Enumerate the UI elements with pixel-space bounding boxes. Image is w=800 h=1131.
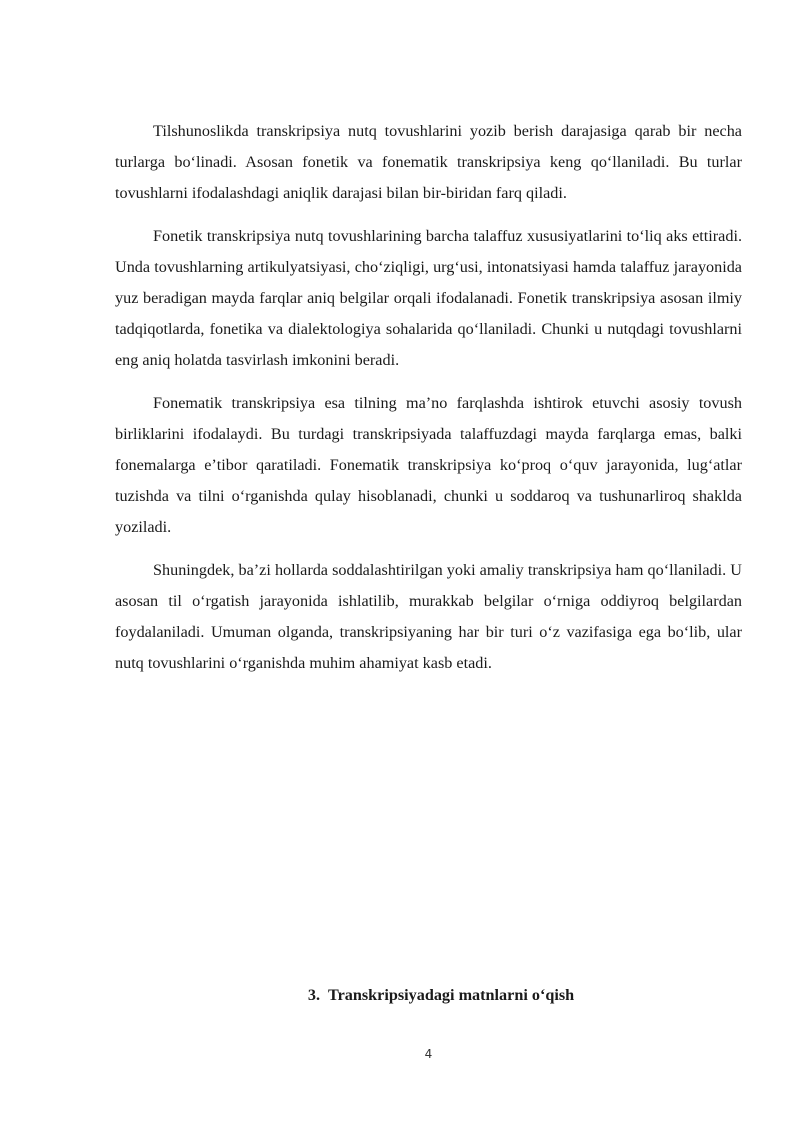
page-number: 4	[424, 1047, 433, 1061]
paragraph-2: Fonetik transkripsiya nutq tovushlarining barcha talaffuz xususiyatlarini toʻliq aks ettiradi. Unda tovushlarning artikulyatsiyasi, choʻziqligi, urgʻusi, intonatsiyasi hamda talaffuz jarayonida yuz beradigan mayda farqlar aniq belgilar orqali ifodalanadi. Fonetik transkripsiya asosan ilmiy tadqiqotlarda, fonetika va dialektologiya sohalarida qoʻllaniladi. Chunki u nutqdagi tovushlarni eng aniq holatda tasvirlash imkonini beradi.	[115, 226, 742, 370]
section-heading	[0, 982, 800, 1008]
section-title: Transkripsiyadagi matnlarni oʻqish	[327, 986, 575, 1004]
body-text	[115, 116, 742, 690]
paragraph-1: Tilshunoslikda transkripsiya nutq tovushlarini yozib berish darajasiga qarab bir necha turlarga boʻlinadi. Asosan fonetik va fonematik transkripsiya keng qoʻllaniladi. Bu turlar tovushlarni ifodalashdagi aniqlik darajasi bilan bir-biridan farq qiladi.	[115, 122, 742, 203]
paragraph-3: Fonematik transkripsiya esa tilning maʼno farqlashda ishtirok etuvchi asosiy tovush birliklarini ifodalaydi. Bu turdagi transkripsiyada talaffuzdagi mayda farqlarga emas, balki fonemalarga eʼtibor qaratiladi. Fonematik transkripsiya koʻproq oʻquv jarayonida, lugʻatlar tuzishda va tilni oʻrganishda qulay hisoblanadi, chunki u soddaroq va tushunarliroq shaklda yoziladi.	[115, 393, 742, 537]
paragraph-4: Shuningdek, baʼzi hollarda soddalashtirilgan yoki amaliy transkripsiya ham qoʻllaniladi. U asosan til oʻrgatish jarayonida ishlatilib, murakkab belgilar oʻrniga oddiyroq belgilardan foydalaniladi. Umuman olganda, transkripsiyaning har bir turi oʻz vazifasiga ega boʻlib, ular nutq tovushlarini oʻrganishda muhim ahamiyat kasb etadi.	[115, 560, 742, 673]
section-number: 3.	[307, 986, 320, 1004]
